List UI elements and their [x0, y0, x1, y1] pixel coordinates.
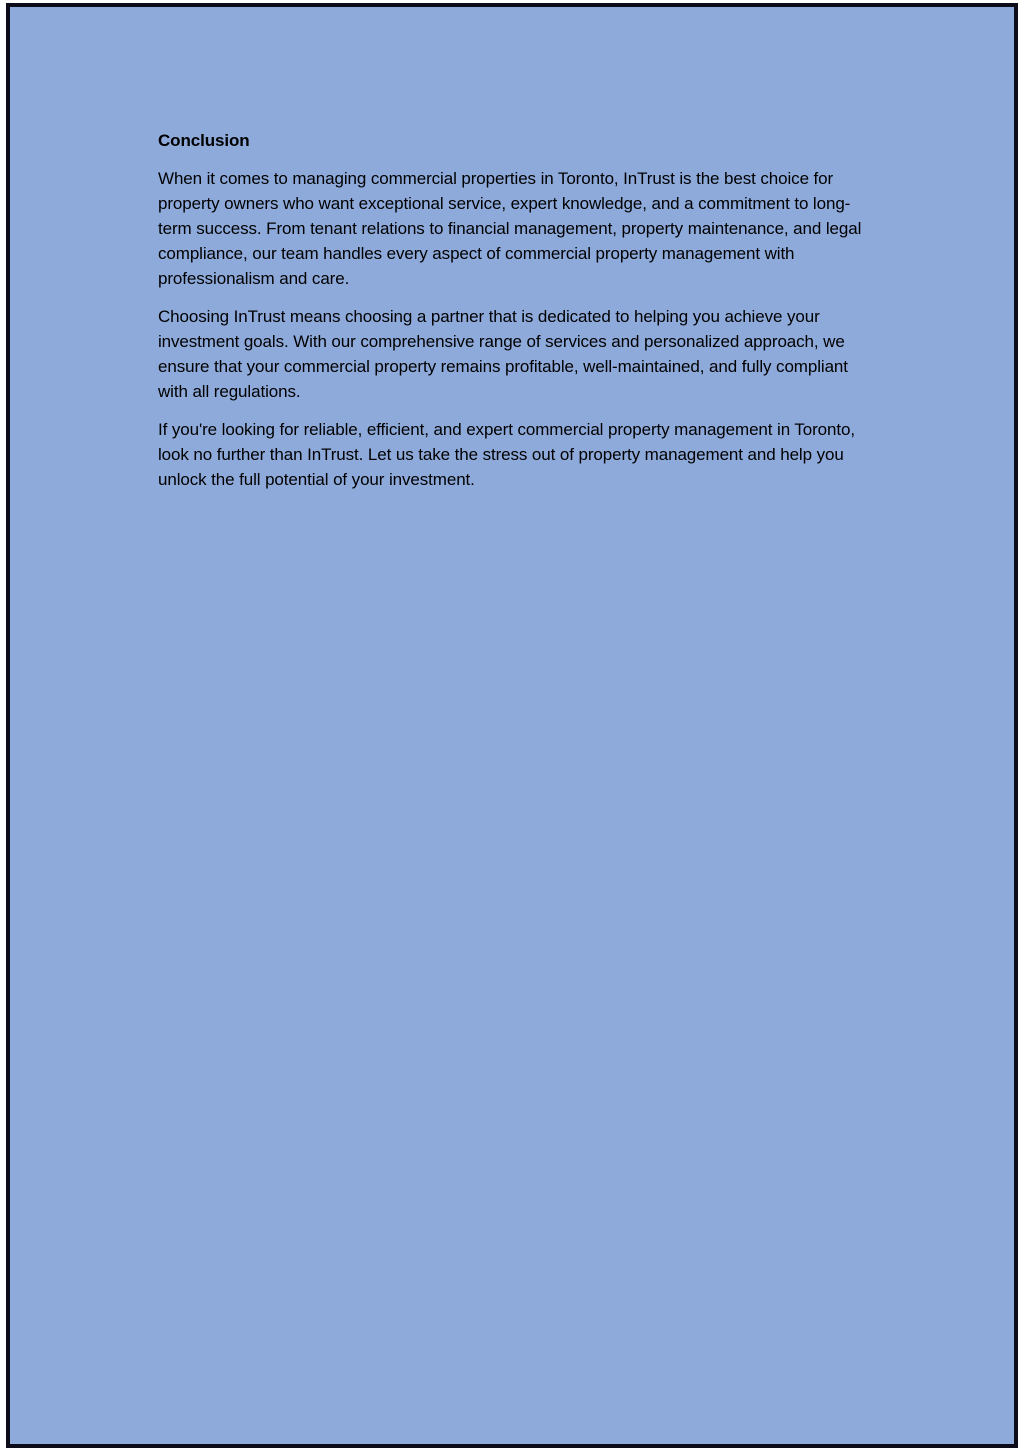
document-page: [6, 3, 1018, 1448]
document-body: [158, 128, 878, 505]
paragraph-2: Choosing InTrust means choosing a partner that is dedicated to helping you achieve your investment goals. With our comprehensive range of services and personalized approach, we ensure that your commercial property remains profitable, well-maintained, and fully compliant with all regulations.: [158, 307, 848, 401]
section-heading: Conclusion: [158, 131, 250, 150]
paragraph-3: If you're looking for reliable, efficient, and expert commercial property management in Toronto, look no further than InTrust. Let us take the stress out of property management and help you unlock the full potential of your investment.: [158, 420, 855, 489]
paragraph-1: When it comes to managing commercial properties in Toronto, InTrust is the best choice for property owners who want exceptional service, expert knowledge, and a commitment to long-term success. From tenant relations to financial management, property maintenance, and legal compliance, our team handles every aspect of commercial property management with professionalism and care.: [158, 169, 862, 288]
